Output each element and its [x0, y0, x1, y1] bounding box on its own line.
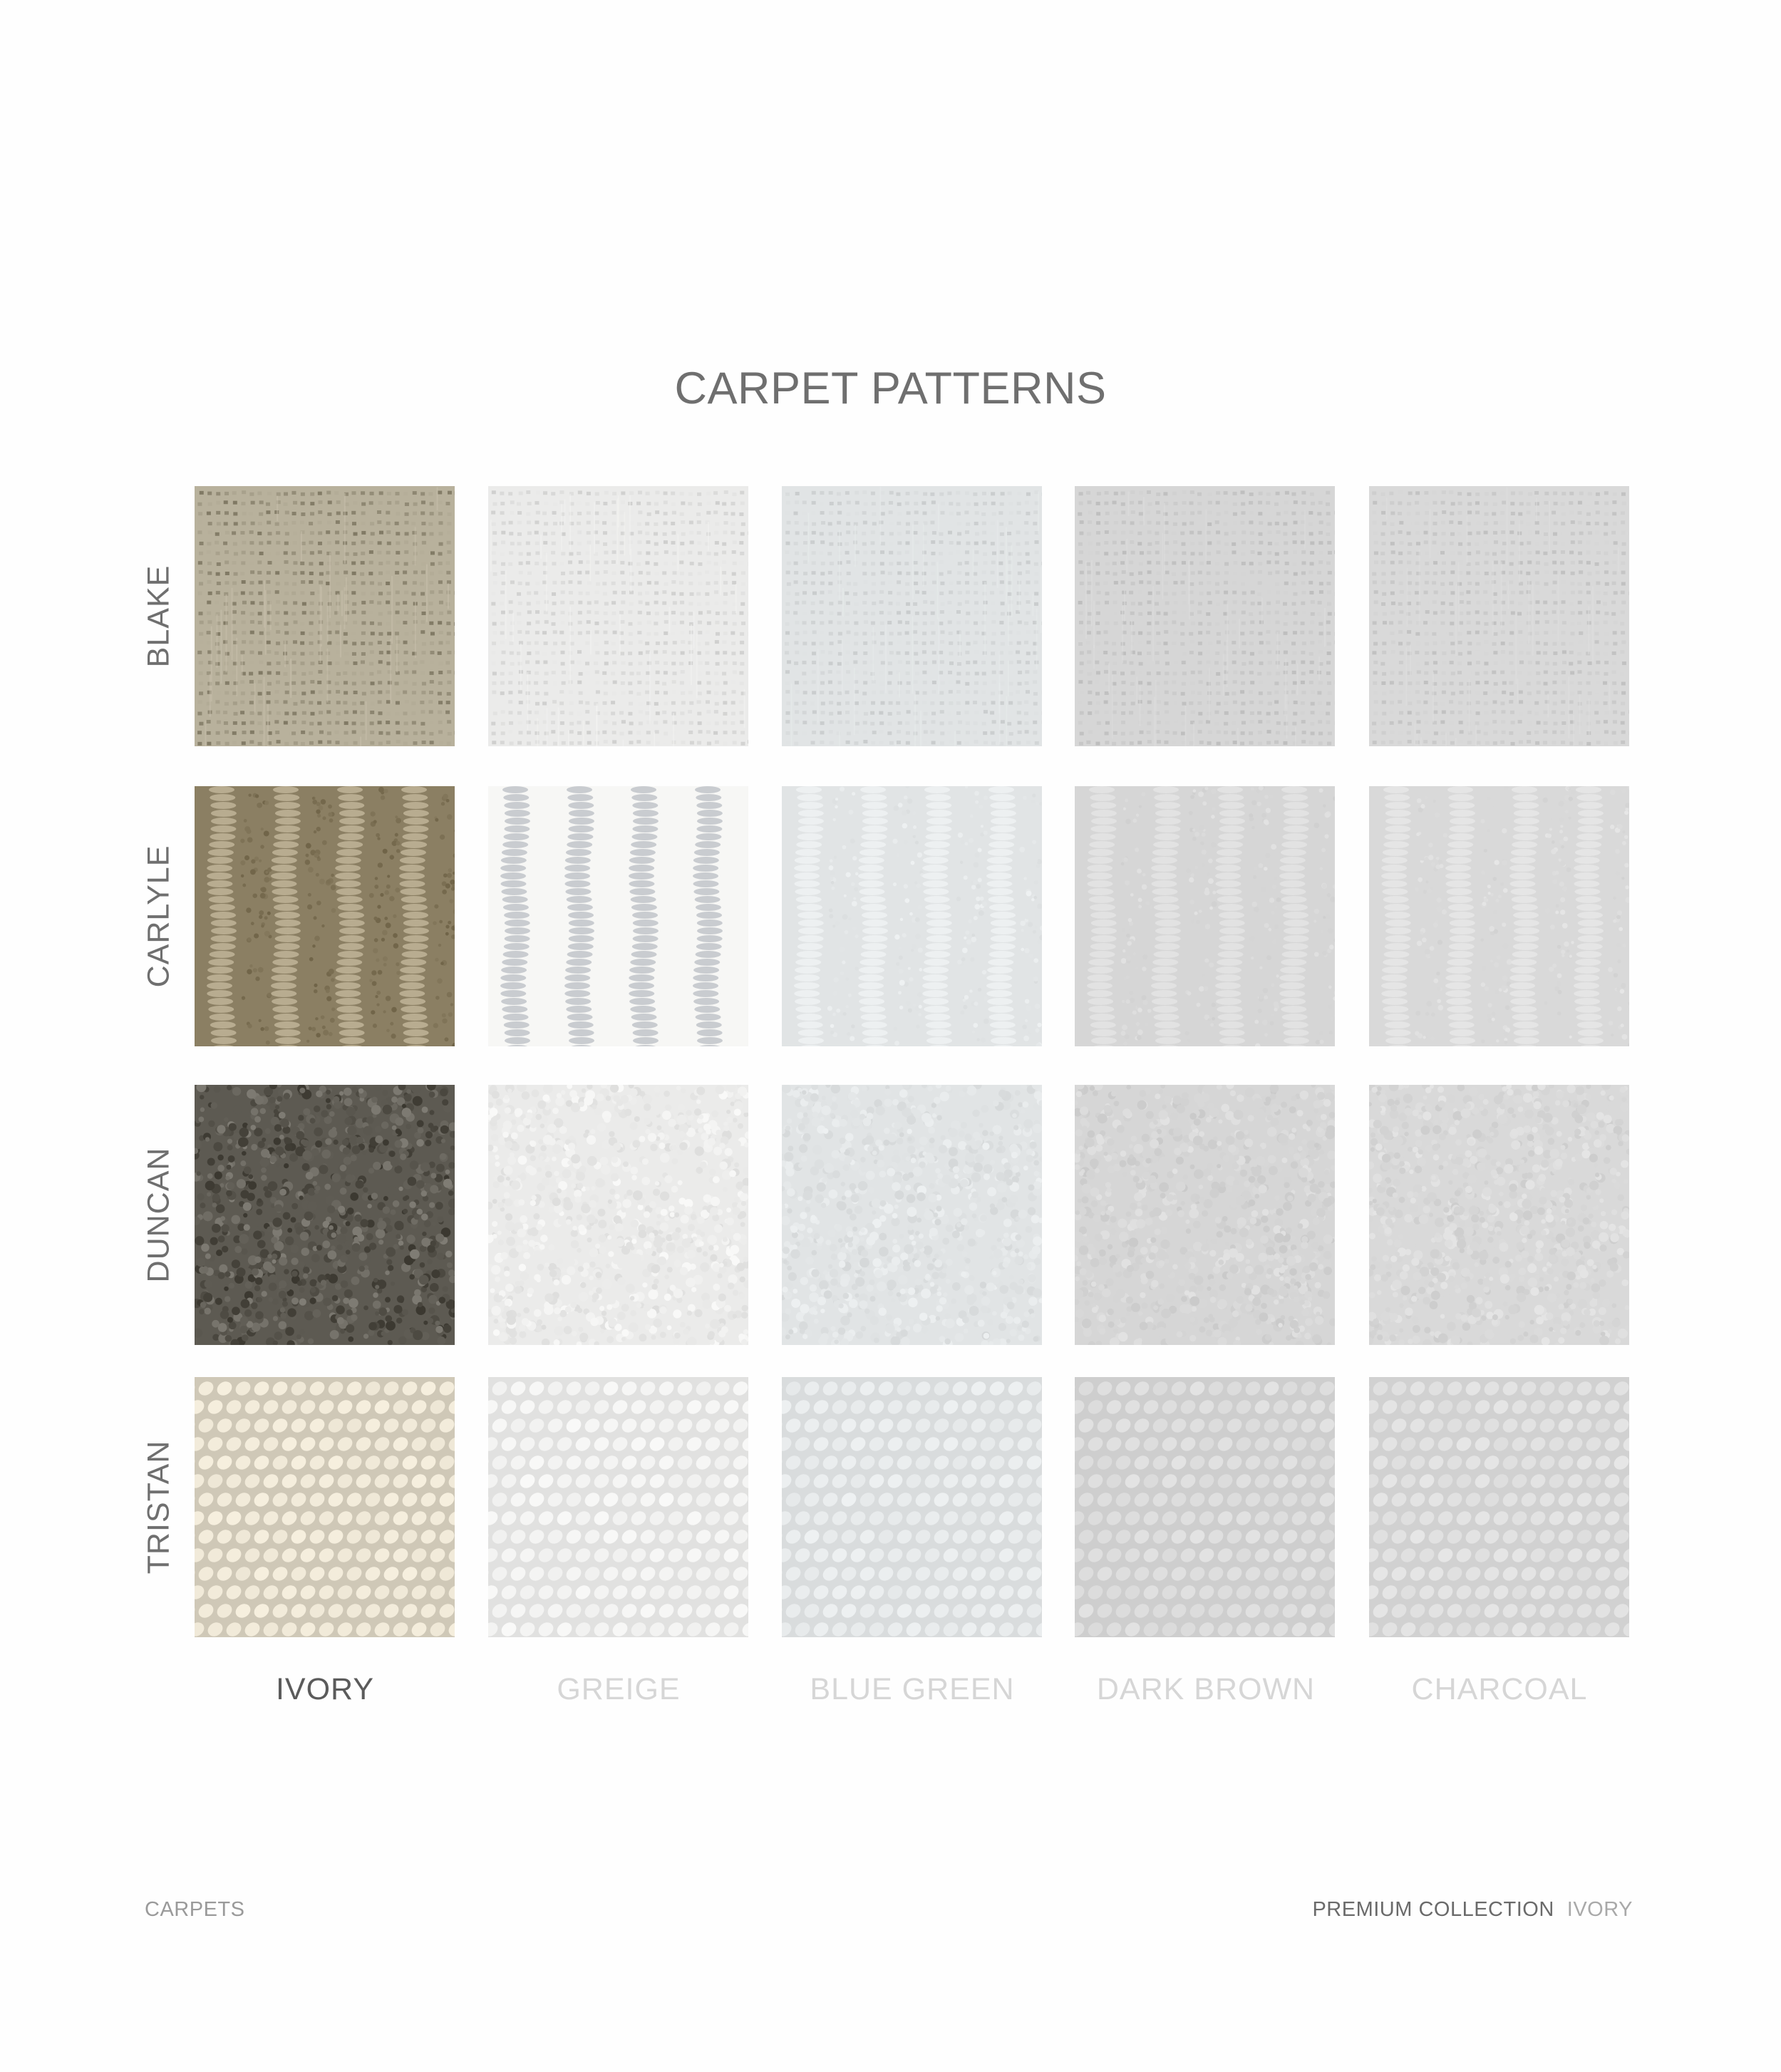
page-title: CARPET PATTERNS [674, 364, 1107, 413]
swatch-duncan-dark-brown[interactable] [1075, 1085, 1335, 1345]
swatch-texture [1075, 1085, 1335, 1345]
row-label-text: BLAKE [141, 565, 176, 668]
swatch-blake-dark-brown[interactable] [1075, 486, 1335, 746]
swatch-blake-greige[interactable] [488, 486, 748, 746]
row-label-duncan [134, 1085, 184, 1345]
swatch-texture [195, 1377, 455, 1637]
swatch-texture [1369, 486, 1629, 746]
color-tab-charcoal[interactable]: CHARCOAL [1411, 1672, 1588, 1706]
swatch-texture [488, 1085, 748, 1345]
swatch-tristan-greige[interactable] [488, 1377, 748, 1637]
swatch-texture [782, 786, 1042, 1046]
footer-collection [1312, 1898, 1633, 1922]
swatch-carlyle-charcoal[interactable] [1369, 786, 1629, 1046]
color-tab-greige[interactable]: GREIGE [557, 1672, 681, 1706]
swatch-texture [488, 786, 748, 1046]
swatch-tristan-ivory[interactable] [195, 1377, 455, 1637]
swatch-tristan-charcoal[interactable] [1369, 1377, 1629, 1637]
color-tab-ivory[interactable]: IVORY [275, 1672, 375, 1706]
swatch-texture [195, 1085, 455, 1345]
swatch-texture [1369, 1377, 1629, 1637]
row-label-text: CARLYLE [141, 845, 176, 988]
swatch-texture [1075, 486, 1335, 746]
swatch-duncan-ivory[interactable] [195, 1085, 455, 1345]
swatch-tristan-dark-brown[interactable] [1075, 1377, 1335, 1637]
footer-collection-name: PREMIUM COLLECTION [1312, 1898, 1554, 1921]
swatch-texture [1369, 1085, 1629, 1345]
swatch-texture [782, 1085, 1042, 1345]
row-label-tristan [134, 1377, 184, 1637]
swatch-texture [782, 1377, 1042, 1637]
row-label-text: TRISTAN [141, 1440, 176, 1574]
row-label-blake [134, 486, 184, 746]
swatch-blake-ivory[interactable] [195, 486, 455, 746]
swatch-texture [1075, 1377, 1335, 1637]
swatch-blake-blue-green[interactable] [782, 486, 1042, 746]
swatch-duncan-blue-green[interactable] [782, 1085, 1042, 1345]
swatch-duncan-charcoal[interactable] [1369, 1085, 1629, 1345]
swatch-carlyle-dark-brown[interactable] [1075, 786, 1335, 1046]
swatch-carlyle-blue-green[interactable] [782, 786, 1042, 1046]
color-tab-blue-green[interactable]: BLUE GREEN [810, 1672, 1015, 1706]
swatch-texture [1369, 786, 1629, 1046]
swatch-carlyle-greige[interactable] [488, 786, 748, 1046]
swatch-texture [195, 486, 455, 746]
footer-collection-color: IVORY [1566, 1898, 1633, 1921]
swatch-texture [1075, 786, 1335, 1046]
row-label-carlyle [134, 786, 184, 1046]
footer-section-label: CARPETS [145, 1898, 245, 1921]
swatch-texture [195, 786, 455, 1046]
swatch-duncan-greige[interactable] [488, 1085, 748, 1345]
swatch-tristan-blue-green[interactable] [782, 1377, 1042, 1637]
swatch-texture [488, 1377, 748, 1637]
swatch-carlyle-ivory[interactable] [195, 786, 455, 1046]
row-label-text: DUNCAN [141, 1147, 176, 1283]
color-tab-dark-brown[interactable]: DARK BROWN [1096, 1672, 1316, 1706]
swatch-blake-charcoal[interactable] [1369, 486, 1629, 746]
swatch-texture [782, 486, 1042, 746]
swatch-texture [488, 486, 748, 746]
